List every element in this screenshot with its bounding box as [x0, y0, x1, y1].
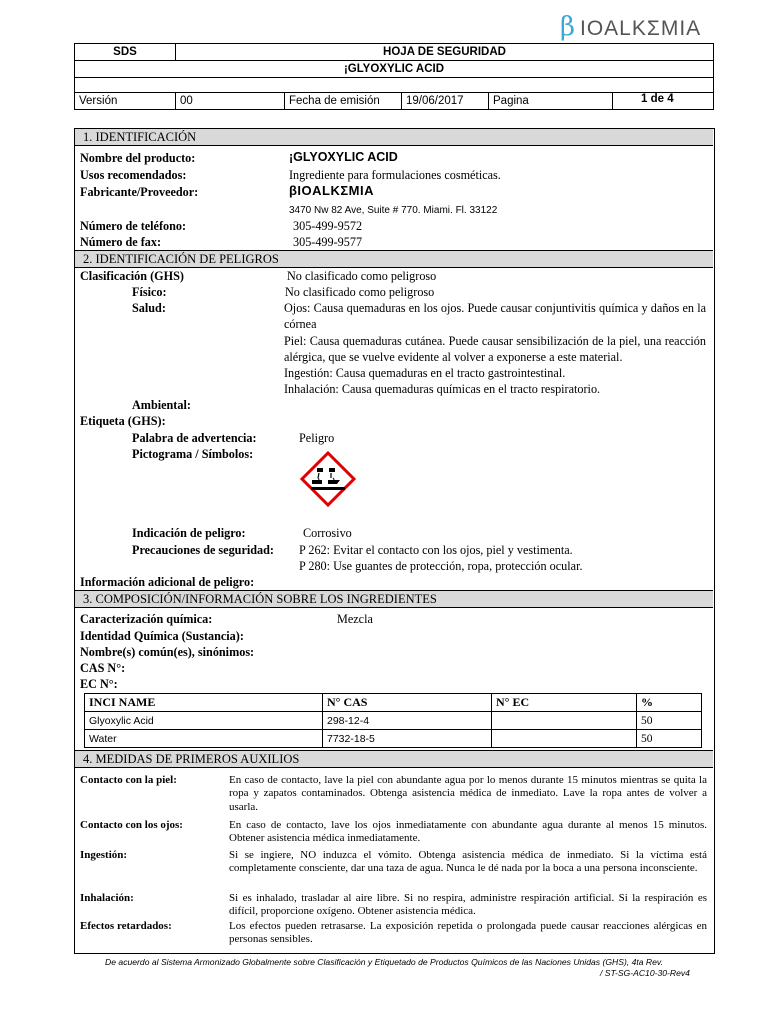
- logo-mark: β: [560, 12, 576, 42]
- classification-label: Clasificación (GHS): [80, 269, 184, 283]
- cell-inci: Glyoxylic Acid: [85, 712, 323, 730]
- cell-cas: 298-12-4: [323, 712, 492, 730]
- product-name-label: Nombre del producto:: [80, 151, 196, 165]
- signal-word-label: Palabra de advertencia:: [132, 431, 257, 445]
- col-header-inci: INCI NAME: [85, 694, 323, 712]
- eye-contact-label: Contacto con los ojos:: [80, 819, 183, 831]
- section-3-title: 3. COMPOSICIÓN/INFORMACIÓN SOBRE LOS INGREDIENTES: [83, 592, 437, 606]
- section-2-header: [75, 250, 713, 268]
- health-skin: Piel: Causa quemaduras cutánea. Puede causar sensibilización de la piel, una reacción alérgica, que se vuelve evidente al volver a exponerse a este material.: [284, 334, 706, 364]
- col-header-percent: %: [637, 694, 702, 712]
- health-eyes: Ojos: Causa quemaduras en los ojos. Puede causar conjuntivitis química y daños en la córnea: [284, 301, 706, 331]
- table-row: [85, 712, 702, 730]
- cell-inci: Water: [85, 730, 323, 748]
- section-3-header: [75, 590, 713, 608]
- date-label: Fecha de emisión: [285, 93, 402, 110]
- uses-label: Usos recomendados:: [80, 168, 187, 182]
- cell-ec: [492, 712, 637, 730]
- fax-value: 305-499-9577: [293, 235, 363, 249]
- precautions-label: Precauciones de seguridad:: [132, 543, 274, 557]
- ingestion-label: Ingestión:: [80, 849, 128, 861]
- company-logo: [560, 14, 710, 42]
- cell-cas: 7732-18-5: [323, 730, 492, 748]
- physical-label: Físico:: [132, 285, 167, 299]
- cas-label: CAS N°:: [80, 661, 126, 675]
- physical-value: No clasificado como peligroso: [285, 285, 435, 299]
- chemical-char-value: Mezcla: [337, 612, 373, 626]
- precaution-p280: P 280: Use guantes de protección, ropa, protección ocular.: [299, 559, 583, 573]
- common-names-label: Nombre(s) común(es), sinónimos:: [80, 645, 255, 659]
- signal-word-value: Peligro: [299, 431, 335, 445]
- table-row: [85, 730, 702, 748]
- product-name-value: ¡GLYOXYLIC ACID: [289, 150, 398, 164]
- uses-value: Ingrediente para formulaciones cosméticas.: [289, 168, 501, 182]
- page-value: 1 de 4: [613, 93, 714, 110]
- skin-contact-label: Contacto con la piel:: [80, 774, 177, 786]
- additional-info-label: Información adicional de peligro:: [80, 575, 255, 589]
- health-label: Salud:: [132, 301, 166, 315]
- inhalation-text: Si es inhalado, trasladar al aire libre. Si no respira, administre respiración artificial. Si la respiración es difícil, proporcione oxígeno. Obtener asistencia médica.: [229, 892, 707, 918]
- phone-value: 305-499-9572: [293, 219, 363, 233]
- page-label: Pagina: [489, 93, 613, 110]
- date-value: 19/06/2017: [402, 93, 489, 110]
- inhalation-label: Inhalación:: [80, 892, 134, 904]
- col-header-cas: N° CAS: [323, 694, 492, 712]
- section-2-title: 2. IDENTIFICACIÓN DE PELIGROS: [83, 252, 279, 266]
- version-label: Versión: [75, 93, 176, 110]
- ec-label: EC N°:: [80, 677, 118, 691]
- hazard-indication-value: Corrosivo: [303, 526, 352, 540]
- cell-ec: [492, 730, 637, 748]
- hazard-indication-label: Indicación de peligro:: [132, 526, 246, 540]
- precaution-p262: P 262: Evitar el contacto con los ojos, piel y vestimenta.: [299, 543, 573, 557]
- eye-contact-text: En caso de contacto, lave los ojos inmediatamente con abundante agua durante al menos 15 minutos. Obtener asistencia médica inmediatamente.: [229, 819, 707, 845]
- health-inhalation: Inhalación: Causa quemaduras químicas en el tracto respiratorio.: [284, 382, 601, 396]
- document-title: HOJA DE SEGURIDAD: [176, 44, 714, 61]
- pictogram-label: Pictograma / Símbolos:: [132, 447, 254, 461]
- classification-value: No clasificado como peligroso: [287, 269, 437, 283]
- ghs-label-label: Etiqueta (GHS):: [80, 414, 166, 428]
- header-spacer: [75, 78, 714, 93]
- fax-label: Número de fax:: [80, 235, 162, 249]
- delayed-effects-text: Los efectos pueden retrasarse. La exposición repetida o prolongada puede causar reacciones alérgicas en personas sensibles.: [229, 920, 707, 946]
- section-1-title: 1. IDENTIFICACIÓN: [83, 130, 197, 144]
- document-header-table: [74, 43, 714, 110]
- version-value: 00: [176, 93, 285, 110]
- skin-contact-text: En caso de contacto, lave la piel con abundante agua por lo menos durante 15 minutos mientras se quita la ropa y zapatos contaminados. Obtenga asistencia médica de inmediato. Lave la ropa antes de volver a usarla.: [229, 774, 707, 813]
- cell-percent: 50: [637, 712, 702, 730]
- section-1-header: [75, 128, 713, 146]
- sds-label: SDS: [75, 44, 176, 61]
- ingredients-table: [84, 693, 702, 748]
- section-4-header: [75, 750, 713, 768]
- logo-text: IOALKΣMIA: [580, 17, 702, 40]
- maker-label: Fabricante/Proveedor:: [80, 185, 199, 199]
- maker-address: 3470 Nw 82 Ave, Suite # 770. Miami. Fl. 33122: [289, 205, 498, 216]
- chemical-char-label: Caracterización química:: [80, 612, 213, 626]
- ingestion-text: Si se ingiere, NO induzca el vómito. Obtenga asistencia médica de inmediato. Si la víctima está completamente consciente, dar una taza de agua. Nunca le dé nada por la boca a una persona inconsciente.: [229, 849, 707, 875]
- environmental-label: Ambiental:: [132, 398, 191, 412]
- maker-value: βIOALKΣMIA: [289, 183, 375, 198]
- health-ingestion: Ingestión: Causa quemaduras en el tracto gastrointestinal.: [284, 366, 566, 380]
- phone-label: Número de teléfono:: [80, 219, 187, 233]
- footer-line-2: / ST-SG-AC10-30-Rev4: [600, 968, 690, 978]
- footer-line-1: De acuerdo al Sistema Armonizado Globalmente sobre Clasificación y Etiquetado de Productos Químicos de las Naciones Unidas (GHS), 4ta Rev.: [105, 957, 663, 967]
- product-title: ¡GLYOXYLIC ACID: [75, 61, 714, 78]
- section-4-title: 4. MEDIDAS DE PRIMEROS AUXILIOS: [83, 752, 300, 766]
- delayed-effects-label: Efectos retardados:: [80, 920, 172, 932]
- chemical-identity-label: Identidad Química (Sustancia):: [80, 629, 244, 643]
- corrosive-pictogram-icon: [300, 451, 356, 507]
- col-header-ec: N° EC: [492, 694, 637, 712]
- cell-percent: 50: [637, 730, 702, 748]
